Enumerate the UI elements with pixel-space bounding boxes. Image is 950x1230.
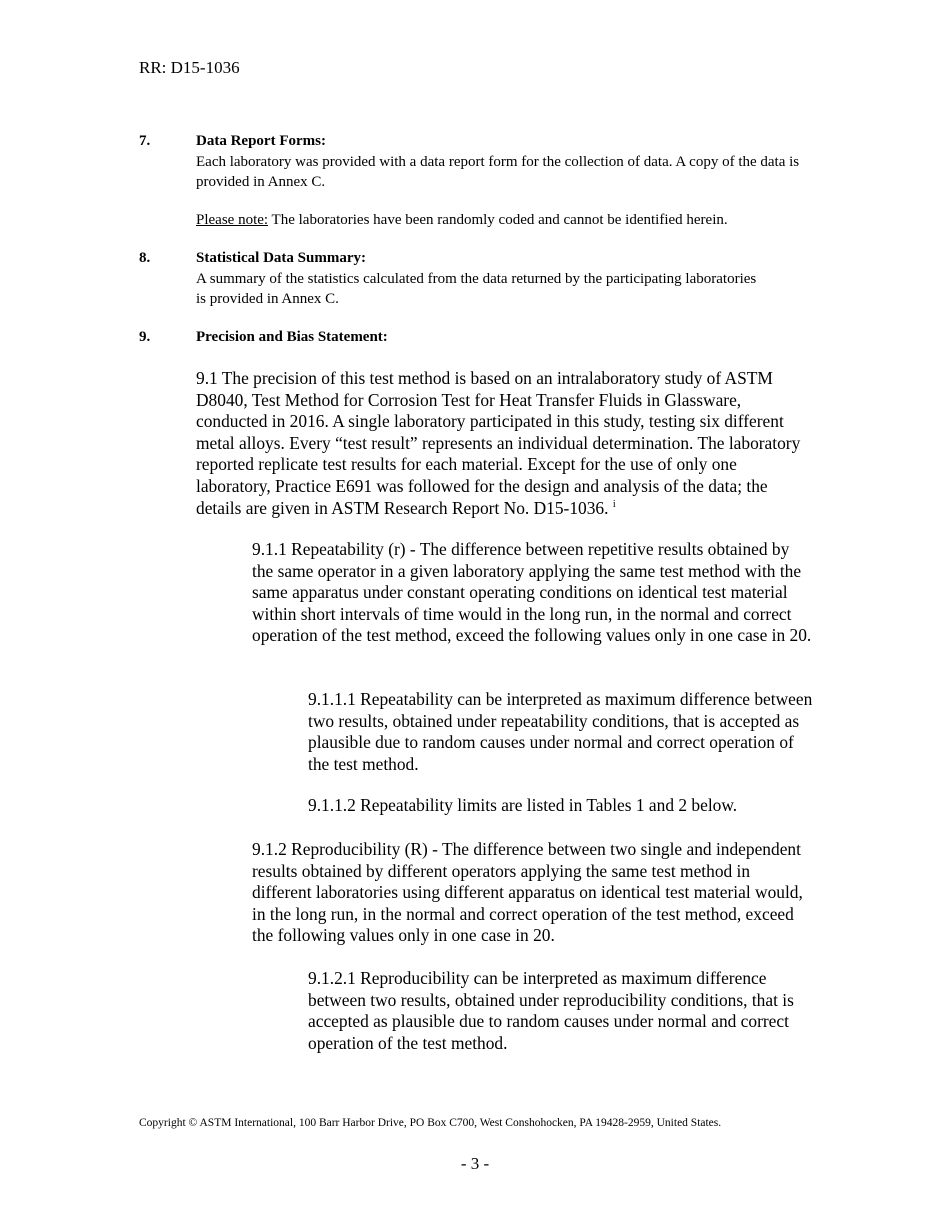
- section-8-title: Statistical Data Summary:: [196, 250, 366, 266]
- paragraph-9-1-1-2: 9.1.1.2 Repeatability limits are listed in Tables 1 and 2 below.: [308, 795, 738, 815]
- paragraph-9-1: [196, 368, 806, 519]
- section-8-body: A summary of the statistics calculated from the data returned by the participating laboratories is provided in Annex C.: [196, 271, 757, 307]
- footnote-marker: i: [612, 498, 616, 510]
- section-7-body: Each laboratory was provided with a data report form for the collection of data. A copy of the data is provided in Annex C.: [196, 154, 800, 190]
- page-number: - 3 -: [460, 1154, 490, 1173]
- section-7-number: 7.: [139, 133, 151, 149]
- paragraph-9-1-1: 9.1.1 Repeatability (r) - The difference between repetitive results obtained by the same operator in a given laboratory applying the same test method with the same apparatus under constant operating conditions on identical test material within short intervals of time would in the long run, in the normal and correct operation of the test method, exceed the following values only in one case in 20.: [252, 539, 812, 646]
- section-7-title: Data Report Forms:: [196, 133, 326, 149]
- section-8-number: 8.: [139, 250, 151, 266]
- note-text: The laboratories have been randomly coded and cannot be identified herein.: [268, 212, 728, 228]
- paragraph-9-1-1-1: 9.1.1.1 Repeatability can be interpreted as maximum difference between two results, obtained under repeatability conditions, that is accepted as plausible due to random causes under normal and correct operation of the test method.: [308, 689, 813, 774]
- paragraph-9-1-2: 9.1.2 Reproducibility (R) - The difference between two single and independent results obtained by different operators applying the same test method in different laboratories using different apparatus on identical test material would, in the long run, in the normal and correct operation of the test method, exceed the following values only in one case in 20.: [252, 839, 803, 946]
- section-9-title: Precision and Bias Statement:: [196, 329, 388, 345]
- paragraph-9-1-2-1: 9.1.2.1 Reproducibility can be interpreted as maximum difference between two results, obtained under reproducibility conditions, that is accepted as plausible due to random causes under normal and correct operation of the test method.: [308, 968, 794, 1053]
- report-id: RR: D15-1036: [139, 58, 240, 77]
- copyright-notice: Copyright © ASTM International, 100 Barr Harbor Drive, PO Box C700, West Conshohocken, PA 19428-2959, United States.: [139, 1117, 722, 1129]
- section-7-note: [196, 210, 816, 230]
- note-label: Please note:: [196, 212, 269, 228]
- section-9-number: 9.: [139, 329, 151, 345]
- paragraph-9-1-text: 9.1 The precision of this test method is based on an intralaboratory study of ASTM D8040, Test Method for Corrosion Test for Heat Transfer Fluids in Glassware, conducted in 2016. A single laboratory participated in this study, testing six different metal alloys. Every “test result” represents an individual determination. The laboratory reported replicate test results for each material. Except for the use of only one laboratory, Practice E691 was followed for the design and analysis of the data; the details are given in ASTM Research Report No. D15-1036.: [196, 368, 801, 518]
